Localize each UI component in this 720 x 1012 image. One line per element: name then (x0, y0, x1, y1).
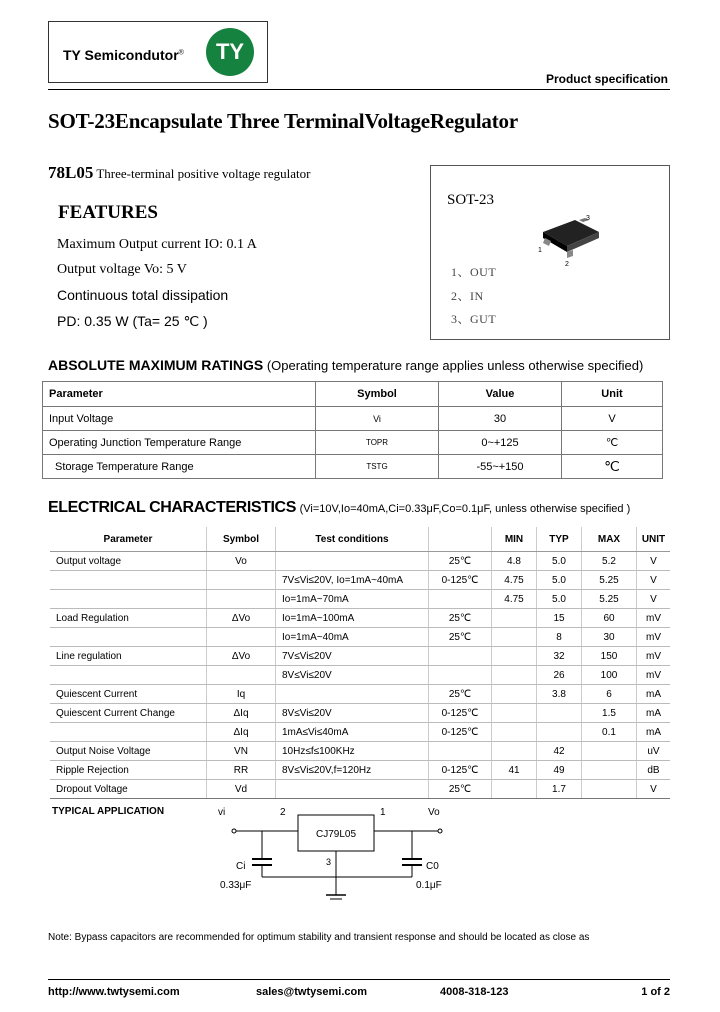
table-cell: Line regulation (50, 647, 207, 666)
table-cell: ΔIq (207, 704, 276, 723)
table-cell: Vd (207, 780, 276, 799)
table-row (50, 647, 670, 666)
table-cell (492, 647, 537, 666)
ci-label: Ci (236, 861, 246, 872)
package-box (430, 165, 670, 340)
table-row (50, 628, 670, 647)
table-row: Input Voltage Vi 30 V (43, 407, 663, 431)
table-cell: 5.25 (582, 590, 637, 609)
website-link[interactable]: http://www.twtysemi.com (48, 986, 180, 998)
table-cell: 4.75 (492, 590, 537, 609)
table-cell (207, 571, 276, 590)
table-cell: 15 (537, 609, 582, 628)
table-cell: 150 (582, 647, 637, 666)
table-cell (492, 742, 537, 761)
table-cell: ΔVo (207, 647, 276, 666)
pin-label: 2 (565, 261, 569, 266)
table-cell: 8 (537, 628, 582, 647)
table-cell: 5.0 (537, 552, 582, 571)
pin-gnd-label: 3 (326, 857, 332, 867)
table-cell: 32 (537, 647, 582, 666)
table-row (50, 685, 670, 704)
table-cell: V (637, 780, 671, 799)
table-cell: 30 (582, 628, 637, 647)
sot23-package-icon (531, 206, 611, 266)
email-link[interactable]: sales@twtysemi.com (256, 986, 367, 998)
pin-item: 3、GUT (451, 312, 497, 326)
table-cell: uV (637, 742, 671, 761)
table-cell (429, 742, 492, 761)
table-cell: mV (637, 609, 671, 628)
table-cell (50, 571, 207, 590)
table-cell (276, 685, 429, 704)
table-cell (50, 590, 207, 609)
pin-in-label: 2 (280, 807, 286, 818)
table-header-row (43, 382, 663, 407)
pin-out-label: 1 (380, 807, 386, 818)
ic-label: CJ79L05 (315, 829, 357, 840)
table-cell: mV (637, 628, 671, 647)
table-cell (492, 685, 537, 704)
table-cell: 5.2 (582, 552, 637, 571)
table-cell: 0-125℃ (429, 761, 492, 780)
typical-application-schematic (200, 803, 460, 913)
column-header: TYP (537, 527, 582, 552)
part-line (48, 163, 310, 183)
feature-item: Continuous total dissipation (57, 287, 229, 303)
column-header: Test conditions (276, 527, 429, 552)
table-cell: mA (637, 685, 671, 704)
table-cell (276, 552, 429, 571)
co-value: 0.1μF (416, 880, 442, 891)
table-cell: Load Regulation (50, 609, 207, 628)
table-cell (492, 628, 537, 647)
table-row (50, 666, 670, 685)
column-header: Symbol (207, 527, 276, 552)
table-cell: 7V≤Vi≤20V, Io=1mA~40mA (276, 571, 429, 590)
table-cell (207, 666, 276, 685)
table-cell: 4.8 (492, 552, 537, 571)
table-cell: 25℃ (429, 609, 492, 628)
table-cell (492, 704, 537, 723)
pin-item: 1、OUT (451, 265, 497, 279)
table-cell: 5.25 (582, 571, 637, 590)
table-cell (582, 780, 637, 799)
amr-section-title: ABSOLUTE MAXIMUM RATINGS (Operating temperature range applies unless otherwise specified) (48, 357, 644, 373)
table-cell: 100 (582, 666, 637, 685)
table-cell: Quiescent Current Change (50, 704, 207, 723)
table-cell (50, 666, 207, 685)
typical-application-title: TYPICAL APPLICATION (52, 806, 165, 817)
feature-item: PD: 0.35 W (Ta= 25 ℃ ) (57, 313, 208, 329)
table-cell: 41 (492, 761, 537, 780)
table-cell: Output Noise Voltage (50, 742, 207, 761)
table-cell: 25℃ (429, 685, 492, 704)
table-cell (207, 628, 276, 647)
ci-value: 0.33μF (220, 880, 252, 891)
table-cell: V (637, 552, 671, 571)
table-cell: 0.1 (582, 723, 637, 742)
co-label: C0 (426, 861, 439, 872)
table-cell (537, 704, 582, 723)
table-cell (207, 590, 276, 609)
table-cell: 60 (582, 609, 637, 628)
feature-item: Output voltage Vo: 5 V (57, 262, 187, 277)
table-cell: Io=1mA~100mA (276, 609, 429, 628)
table-cell: 25℃ (429, 628, 492, 647)
table-cell: Output voltage (50, 552, 207, 571)
table-row (50, 742, 670, 761)
table-cell (429, 590, 492, 609)
table-cell: 8V≤Vi≤20V (276, 666, 429, 685)
column-header: Parameter (50, 527, 207, 552)
table-cell: 5.0 (537, 590, 582, 609)
table-cell: 5.0 (537, 571, 582, 590)
table-cell: 4.75 (492, 571, 537, 590)
table-header-row (50, 527, 670, 552)
table-row (50, 571, 670, 590)
table-cell: 0-125℃ (429, 723, 492, 742)
table-cell: V (637, 571, 671, 590)
table-cell: 1.5 (582, 704, 637, 723)
table-cell (492, 780, 537, 799)
table-cell: 0-125℃ (429, 571, 492, 590)
table-cell: dB (637, 761, 671, 780)
table-cell: 8V≤Vi≤20V (276, 704, 429, 723)
table-cell (429, 666, 492, 685)
table-cell: 26 (537, 666, 582, 685)
column-header: Value (439, 382, 562, 407)
ec-table-body (50, 552, 670, 799)
table-cell (492, 723, 537, 742)
page-title: SOT-23Encapsulate Three TerminalVoltageRegulator (48, 109, 518, 133)
doc-type: Product specification (545, 72, 668, 86)
page-number: 1 of 2 (641, 986, 670, 998)
table-cell: 3.8 (537, 685, 582, 704)
column-header: Symbol (316, 382, 439, 407)
features-heading: FEATURES (58, 202, 158, 223)
table-cell: ΔVo (207, 609, 276, 628)
vi-label: vi (218, 807, 226, 818)
table-cell (582, 761, 637, 780)
table-cell: V (637, 590, 671, 609)
table-cell: 1mA≤Vi≤40mA (276, 723, 429, 742)
table-cell (276, 780, 429, 799)
note-text: Note: Bypass capacitors are recommended for optimum stability and transient response and should be located as close as (48, 932, 590, 943)
column-header: MIN (492, 527, 537, 552)
feature-item: Maximum Output current IO: 0.1 A (57, 237, 257, 252)
pin-label: 3 (586, 215, 590, 222)
company-logo-box (48, 21, 268, 83)
table-cell: 7V≤Vi≤20V (276, 647, 429, 666)
table-cell: 1.7 (537, 780, 582, 799)
table-cell (429, 647, 492, 666)
column-header: UNIT (637, 527, 671, 552)
table-row (50, 609, 670, 628)
ec-section-title: ELECTRICAL CHARACTERISTICS (Vi=10V,Io=40mA,Ci=0.33μF,Co=0.1μF, unless otherwise specified ) (48, 499, 631, 516)
column-header: Unit (562, 382, 663, 407)
table-cell: 25℃ (429, 552, 492, 571)
table-row: Operating Junction Temperature Range TOPR 0~+125 ℃ (43, 431, 663, 455)
table-row (50, 590, 670, 609)
table-cell: Dropout Voltage (50, 780, 207, 799)
table-cell: Io=1mA~40mA (276, 628, 429, 647)
table-cell: mA (637, 723, 671, 742)
part-number: 78L05 (48, 163, 94, 182)
phone-number: 4008-318-123 (440, 986, 509, 998)
table-cell: VN (207, 742, 276, 761)
table-cell: Ripple Rejection (50, 761, 207, 780)
amr-table (42, 381, 663, 479)
table-cell (50, 723, 207, 742)
table-cell: ΔIq (207, 723, 276, 742)
table-cell: Quiescent Current (50, 685, 207, 704)
table-row (50, 704, 670, 723)
table-cell: Iq (207, 685, 276, 704)
table-row: Storage Temperature Range TSTG -55~+150 ℃ (43, 455, 663, 479)
table-row (50, 780, 670, 799)
pin-item: 2、IN (451, 289, 484, 303)
ty-logo-icon: TY (206, 28, 254, 76)
table-cell (492, 609, 537, 628)
table-cell: 25℃ (429, 780, 492, 799)
table-cell: RR (207, 761, 276, 780)
table-row (50, 552, 670, 571)
table-cell: mA (637, 704, 671, 723)
table-cell: 10Hz≤f≤100KHz (276, 742, 429, 761)
table-cell: 49 (537, 761, 582, 780)
table-cell: 8V≤Vi≤20V,f=120Hz (276, 761, 429, 780)
table-cell: Vo (207, 552, 276, 571)
vo-label: Vo (428, 807, 440, 818)
table-cell (492, 666, 537, 685)
part-description: Three-terminal positive voltage regulator (96, 166, 311, 181)
column-header: MAX (582, 527, 637, 552)
header-divider (48, 89, 670, 90)
pin-label: 1 (538, 247, 542, 254)
table-cell: 42 (537, 742, 582, 761)
table-cell: mV (637, 666, 671, 685)
package-name: SOT-23 (447, 192, 494, 208)
table-cell: Io=1mA~70mA (276, 590, 429, 609)
ec-table (50, 527, 670, 799)
table-cell (582, 742, 637, 761)
company-name: TY Semicondutor® (63, 47, 184, 63)
table-cell (537, 723, 582, 742)
table-cell (50, 628, 207, 647)
table-row (50, 761, 670, 780)
footer-divider (48, 979, 670, 980)
table-cell: 0-125℃ (429, 704, 492, 723)
table-cell: 6 (582, 685, 637, 704)
column-header: Parameter (43, 382, 316, 407)
table-cell: mV (637, 647, 671, 666)
table-row (50, 723, 670, 742)
column-header (429, 527, 492, 552)
